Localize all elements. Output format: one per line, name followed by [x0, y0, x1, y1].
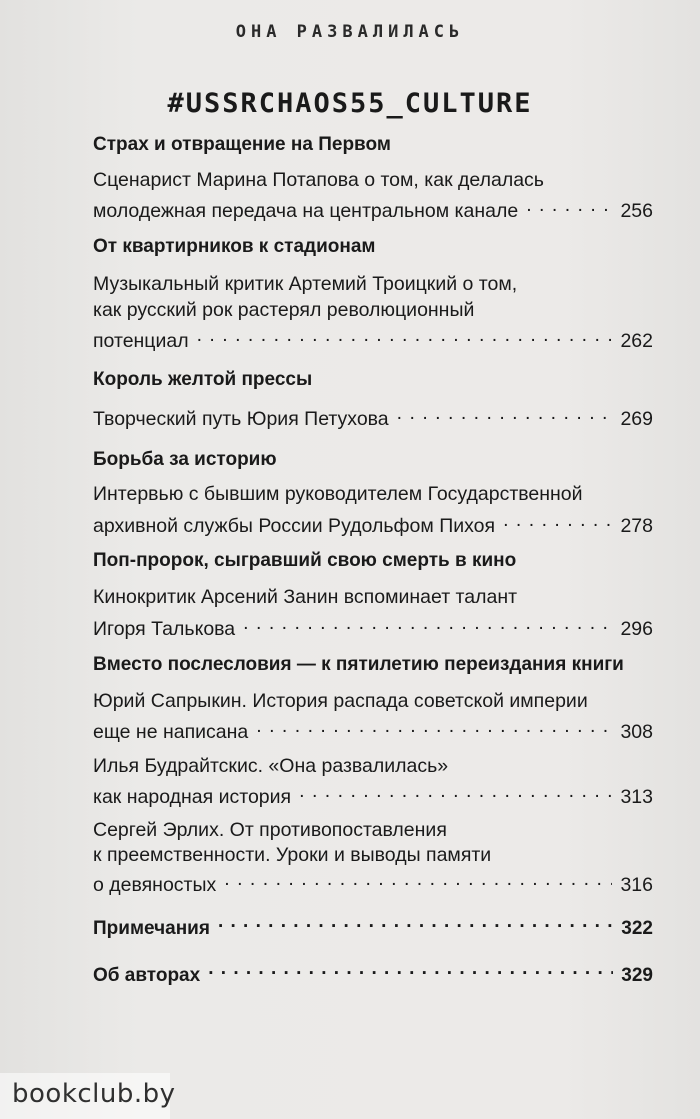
toc-heading-5: Поп-пророк, сыгравший свою смерть в кино [93, 550, 517, 571]
toc-entry-6a-line-2: еще не написана [93, 721, 249, 743]
toc-notes-label: Примечания [93, 918, 210, 939]
dot-leader [503, 508, 612, 532]
dot-leader [208, 957, 613, 981]
toc-entry-1 [93, 193, 653, 223]
toc-entry-5-line-1: Кинокритик Арсений Занин вспоминает талант [93, 586, 518, 608]
toc-entry-6b-line-2: как народная история [93, 786, 292, 808]
toc-entry-1-line-1: Сценарист Марина Потапова о том, как делалась [93, 169, 544, 191]
toc-entry-3-line-1: Творческий путь Юрия Петухова [93, 408, 389, 430]
dot-leader [397, 401, 613, 425]
toc-heading-6: Вместо послесловия — к пятилетию переиздания книги [93, 654, 624, 675]
toc-entry-1-line-2: молодежная передача на центральном канале [93, 200, 519, 222]
toc-entry-1-page: 256 [620, 200, 653, 222]
toc-notes [93, 910, 653, 941]
dot-leader [197, 323, 613, 347]
toc-entry-6c [93, 867, 653, 897]
toc-entry-3 [93, 401, 653, 431]
toc-entry-5-line-2: Игоря Талькова [93, 618, 236, 640]
toc-entry-6a [93, 714, 653, 744]
toc-authors-page: 329 [621, 965, 653, 986]
toc-entry-6b [93, 779, 653, 809]
dot-leader [526, 193, 612, 217]
toc-heading-4: Борьба за историю [93, 449, 277, 470]
toc-entry-5 [93, 611, 653, 641]
toc-heading-2: От квартирников к стадионам [93, 236, 376, 257]
dot-leader [218, 910, 613, 934]
toc-entry-6c-line-3: о девяностых [93, 874, 217, 896]
site-watermark [0, 1073, 176, 1119]
toc-entry-4-line-1: Интервью с бывшим руководителем Государственной [93, 483, 583, 505]
section-tag: #USSRCHAOS55_CULTURE [167, 88, 533, 119]
toc-entry-2-line-2: как русский рок растерял революционный [93, 299, 475, 321]
toc-entry-2-line-1: Музыкальный критик Артемий Троицкий о том, [93, 273, 518, 295]
toc-entry-6b-page: 313 [620, 786, 653, 808]
toc-entry-3-page: 269 [620, 408, 653, 430]
toc-entry-4 [93, 508, 653, 538]
toc-entry-2-page: 262 [620, 330, 653, 352]
toc-entry-6a-page: 308 [620, 721, 653, 743]
dot-leader [299, 779, 612, 803]
dot-leader [243, 611, 612, 635]
toc-entry-4-line-2: архивной службы России Рудольфом Пихоя [93, 515, 496, 537]
toc-entry-6c-line-2: к преемственности. Уроки и выводы памяти [93, 844, 492, 866]
toc-entry-2-line-3: потенциал [93, 330, 189, 352]
dot-leader [224, 867, 612, 891]
toc-heading-1: Страх и отвращение на Первом [93, 134, 391, 155]
dot-leader [256, 714, 612, 738]
toc-heading-3: Король желтой прессы [93, 369, 313, 390]
running-title: ОНА РАЗВАЛИЛАСЬ [235, 22, 465, 42]
watermark-text: bookclub.by [12, 1079, 176, 1109]
toc-entry-6c-line-1: Сергей Эрлих. От противопоставления [93, 819, 447, 841]
toc-entry-5-page: 296 [620, 618, 653, 640]
toc-authors-label: Об авторах [93, 965, 201, 986]
toc-entry-2 [93, 323, 653, 353]
toc-notes-page: 322 [621, 918, 653, 939]
toc-authors [93, 957, 653, 988]
toc-entry-4-page: 278 [620, 515, 653, 537]
toc-entry-6a-line-1: Юрий Сапрыкин. История распада советской империи [93, 690, 588, 712]
toc-entry-6c-page: 316 [620, 874, 653, 896]
toc-entry-6b-line-1: Илья Будрайтскис. «Она развалилась» [93, 755, 449, 777]
